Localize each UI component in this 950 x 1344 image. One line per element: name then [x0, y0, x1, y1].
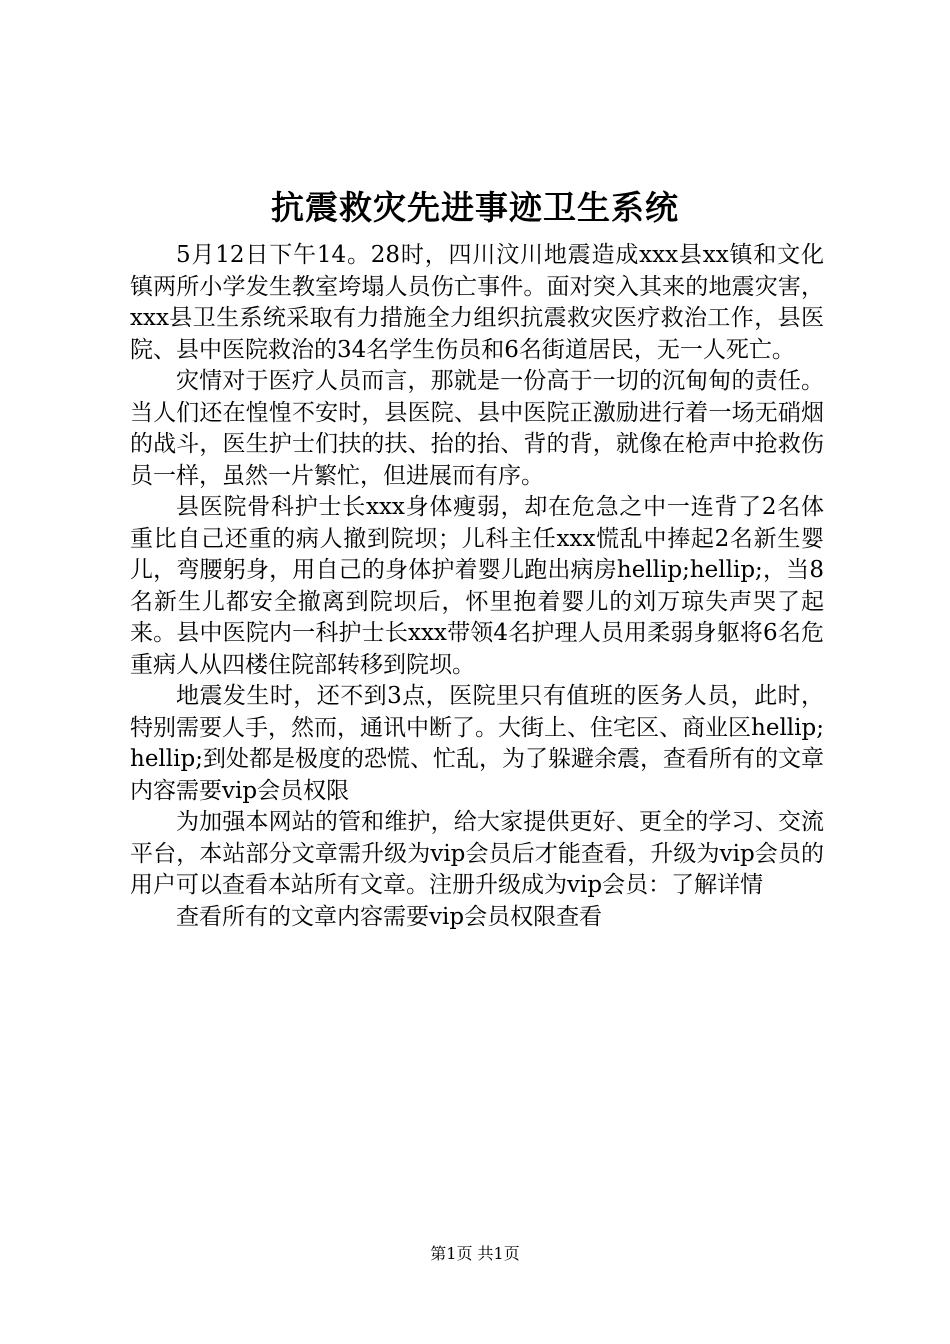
- paragraph-3: 县医院骨科护士长xxx身体瘦弱，却在危急之中一连背了2名体重比自己还重的病人撤到院坝；儿科主任xxx慌乱中捧起2名新生婴儿，弯腰躬身，用自己的身体护着婴儿跑出病房hellip;hellip;，当8名新生儿都安全撤离到院坝后，怀里抱着婴儿的刘万琼失声哭了起来。县中医院内一科护士长xxx带领4名护理人员用柔弱身躯将6名危重病人从四楼住院部转移到院坝。: [130, 494, 824, 678]
- page-footer: 第1页 共1页: [430, 1244, 520, 1263]
- paragraph-2: 灾情对于医疗人员而言，那就是一份高于一切的沉甸甸的责任。当人们还在惶惶不安时，县医院、县中医院正激励进行着一场无硝烟的战斗，医生护士们扶的扶、抬的抬、背的背，就像在枪声中抢救伤员一样，虽然一片繁忙，但进展而有序。: [130, 368, 824, 489]
- paragraph-5: 为加强本网站的管和维护，给大家提供更好、更全的学习、交流平台，本站部分文章需升级为vip会员后才能查看，升级为vip会员的用户可以查看本站所有文章。注册升级成为vip会员：了解详情: [130, 809, 824, 898]
- document-title: 抗震救灾先进事迹卫生系统: [271, 188, 679, 227]
- paragraph-1: 5月12日下午14。28时，四川汶川地震造成xxx县xx镇和文化镇两所小学发生教室垮塌人员伤亡事件。面对突入其来的地震灾害，xxx县卫生系统采取有力措施全力组织抗震救灾医疗救治工作，县医院、县中医院救治的34名学生伤员和6名街道居民，无一人死亡。: [130, 242, 824, 363]
- paragraph-6: 查看所有的文章内容需要vip会员权限查看: [176, 903, 603, 930]
- document-body: [130, 240, 824, 933]
- paragraph-4: 地震发生时，还不到3点，医院里只有值班的医务人员，此时，特别需要人手，然而，通讯中断了。大街上、住宅区、商业区hellip;hellip;到处都是极度的恐慌、忙乱，为了躲避余震，查看所有的文章内容需要vip会员权限: [130, 683, 824, 804]
